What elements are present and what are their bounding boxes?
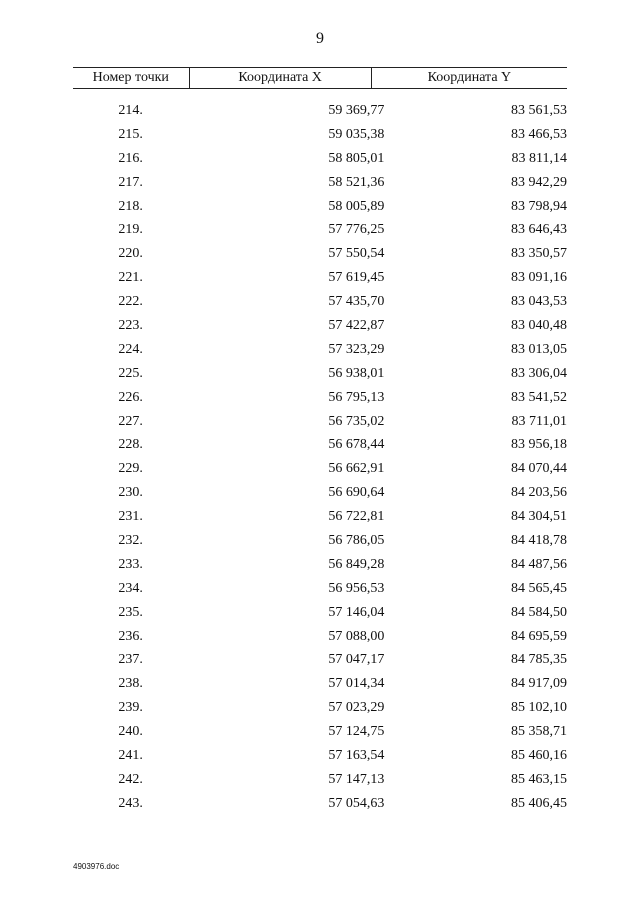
table-row [73, 386, 567, 410]
coordinate-y-cell: 84 304,51 [511, 509, 567, 525]
point-number-cell: 231. [118, 509, 143, 525]
point-number-cell: 214. [118, 103, 143, 118]
coordinate-x-cell: 57 124,75 [328, 724, 385, 740]
coordinate-x-cell: 57 323,29 [328, 341, 385, 357]
coordinate-x-cell: 59 369,77 [328, 103, 385, 118]
point-number-cell: 232. [118, 533, 143, 549]
coordinate-y-cell: 85 358,71 [511, 724, 567, 740]
point-number-cell: 241. [118, 748, 143, 764]
coordinate-x-cell: 56 795,13 [328, 389, 385, 405]
coordinate-y-cell: 83 956,18 [511, 437, 567, 453]
coordinate-x-cell: 57 014,34 [328, 676, 385, 692]
point-number-cell: 219. [118, 222, 143, 238]
coordinate-y-cell: 85 102,10 [511, 700, 567, 716]
point-number-cell: 243. [118, 795, 143, 811]
table-body [73, 99, 567, 816]
table-row [73, 195, 567, 219]
point-number-cell: 217. [118, 174, 143, 190]
table-row [73, 625, 567, 649]
point-number-cell: 233. [118, 556, 143, 572]
point-number-cell: 229. [118, 461, 143, 477]
coordinate-x-cell: 57 163,54 [328, 748, 385, 764]
table-row [73, 481, 567, 505]
coordinate-y-cell: 83 043,53 [511, 294, 567, 310]
point-number-cell: 239. [118, 700, 143, 716]
coordinate-y-cell: 84 203,56 [511, 485, 567, 501]
table-row [73, 672, 567, 696]
coordinate-x-cell: 57 776,25 [328, 222, 385, 238]
coordinate-y-cell: 83 811,14 [511, 150, 567, 166]
coordinate-y-cell: 83 798,94 [511, 198, 567, 214]
coordinate-x-cell: 57 054,63 [328, 795, 385, 811]
coordinate-x-cell: 57 147,13 [328, 771, 385, 787]
coordinate-x-cell: 56 678,44 [328, 437, 385, 453]
point-number-cell: 223. [118, 318, 143, 334]
coordinate-y-cell: 84 584,50 [511, 604, 567, 620]
table-row [73, 410, 567, 434]
table-row [73, 147, 567, 171]
table-row [73, 218, 567, 242]
table-row [73, 290, 567, 314]
table-row [73, 696, 567, 720]
coordinate-y-cell: 83 013,05 [511, 341, 567, 357]
point-number-cell: 220. [118, 246, 143, 262]
point-number-cell: 227. [118, 413, 143, 429]
table-row [73, 648, 567, 672]
point-number-cell: 216. [118, 150, 143, 166]
coordinate-x-cell: 56 662,91 [328, 461, 385, 477]
coordinate-y-cell: 84 418,78 [511, 533, 567, 549]
coordinate-x-cell: 58 005,89 [328, 198, 385, 214]
coordinate-x-cell: 56 690,64 [328, 485, 385, 501]
coordinate-x-cell: 56 786,05 [328, 533, 385, 549]
point-number-cell: 240. [118, 724, 143, 740]
point-number-cell: 230. [118, 485, 143, 501]
coordinate-y-cell: 85 460,16 [511, 748, 567, 764]
table-row [73, 505, 567, 529]
coordinate-y-cell: 83 091,16 [511, 270, 567, 286]
coordinate-x-cell: 56 849,28 [328, 556, 385, 572]
coordinate-x-cell: 58 521,36 [328, 174, 385, 190]
coordinate-y-cell: 85 463,15 [511, 771, 567, 787]
point-number-cell: 218. [118, 198, 143, 214]
table-row [73, 720, 567, 744]
coordinate-x-cell: 56 722,81 [328, 509, 385, 525]
table-row [73, 792, 567, 816]
point-number-cell: 221. [118, 270, 143, 286]
coordinate-y-cell: 83 711,01 [511, 413, 567, 429]
header-point-number: Номер точки [92, 70, 169, 85]
document-reference: 4903976.doc [73, 862, 120, 871]
point-number-cell: 238. [118, 676, 143, 692]
coordinate-y-cell: 84 487,56 [511, 556, 567, 572]
coordinate-y-cell: 83 942,29 [511, 174, 567, 190]
coordinate-y-cell: 83 561,53 [511, 103, 567, 118]
point-number-cell: 235. [118, 604, 143, 620]
table-row [73, 433, 567, 457]
coordinate-x-cell: 57 619,45 [328, 270, 385, 286]
table-row [73, 553, 567, 577]
coordinate-y-cell: 84 785,35 [511, 652, 567, 668]
coordinate-y-cell: 84 565,45 [511, 580, 567, 596]
point-number-cell: 236. [118, 628, 143, 644]
table-row [73, 457, 567, 481]
coordinate-x-cell: 56 735,02 [328, 413, 385, 429]
point-number-cell: 234. [118, 580, 143, 596]
table-row [73, 171, 567, 195]
coordinate-y-cell: 84 070,44 [511, 461, 567, 477]
header-coordinate-x: Координата X [189, 68, 371, 88]
coordinate-x-cell: 57 550,54 [328, 246, 385, 262]
table-row [73, 744, 567, 768]
coordinate-y-cell: 84 695,59 [511, 628, 567, 644]
point-number-cell: 215. [118, 126, 143, 142]
point-number-cell: 226. [118, 389, 143, 405]
point-number-cell: 237. [118, 652, 143, 668]
table-row [73, 577, 567, 601]
coordinate-x-cell: 57 088,00 [328, 628, 385, 644]
coordinate-y-cell: 83 350,57 [511, 246, 567, 262]
coordinate-x-cell: 57 435,70 [328, 294, 385, 310]
coordinate-x-cell: 57 146,04 [328, 604, 385, 620]
coordinate-y-cell: 83 466,53 [511, 126, 567, 142]
coordinate-x-cell: 56 956,53 [328, 580, 385, 596]
coordinate-x-cell: 58 805,01 [328, 150, 385, 166]
point-number-cell: 222. [118, 294, 143, 310]
page-number: 9 [316, 30, 324, 47]
coordinate-y-cell: 83 040,48 [511, 318, 567, 334]
coordinate-y-cell: 83 306,04 [511, 365, 567, 381]
table-row [73, 768, 567, 792]
header-coordinate-y: Координата Y [371, 68, 567, 88]
point-number-cell: 224. [118, 341, 143, 357]
point-number-cell: 228. [118, 437, 143, 453]
table-row [73, 123, 567, 147]
coordinate-y-cell: 84 917,09 [511, 676, 567, 692]
coordinate-x-cell: 59 035,38 [328, 126, 385, 142]
point-number-cell: 225. [118, 365, 143, 381]
coordinate-y-cell: 85 406,45 [511, 795, 567, 811]
table-row [73, 314, 567, 338]
table-row [73, 266, 567, 290]
coordinate-x-cell: 57 023,29 [328, 700, 385, 716]
table-row [73, 362, 567, 386]
table-header [73, 67, 567, 89]
coordinate-x-cell: 56 938,01 [328, 365, 385, 381]
table-row [73, 242, 567, 266]
table-row [73, 99, 567, 123]
coordinates-table [73, 67, 567, 816]
coordinate-x-cell: 57 422,87 [328, 318, 385, 334]
table-row [73, 529, 567, 553]
table-row [73, 338, 567, 362]
coordinate-x-cell: 57 047,17 [328, 652, 385, 668]
coordinate-y-cell: 83 541,52 [511, 389, 567, 405]
table-row [73, 601, 567, 625]
coordinate-y-cell: 83 646,43 [511, 222, 567, 238]
point-number-cell: 242. [118, 771, 143, 787]
